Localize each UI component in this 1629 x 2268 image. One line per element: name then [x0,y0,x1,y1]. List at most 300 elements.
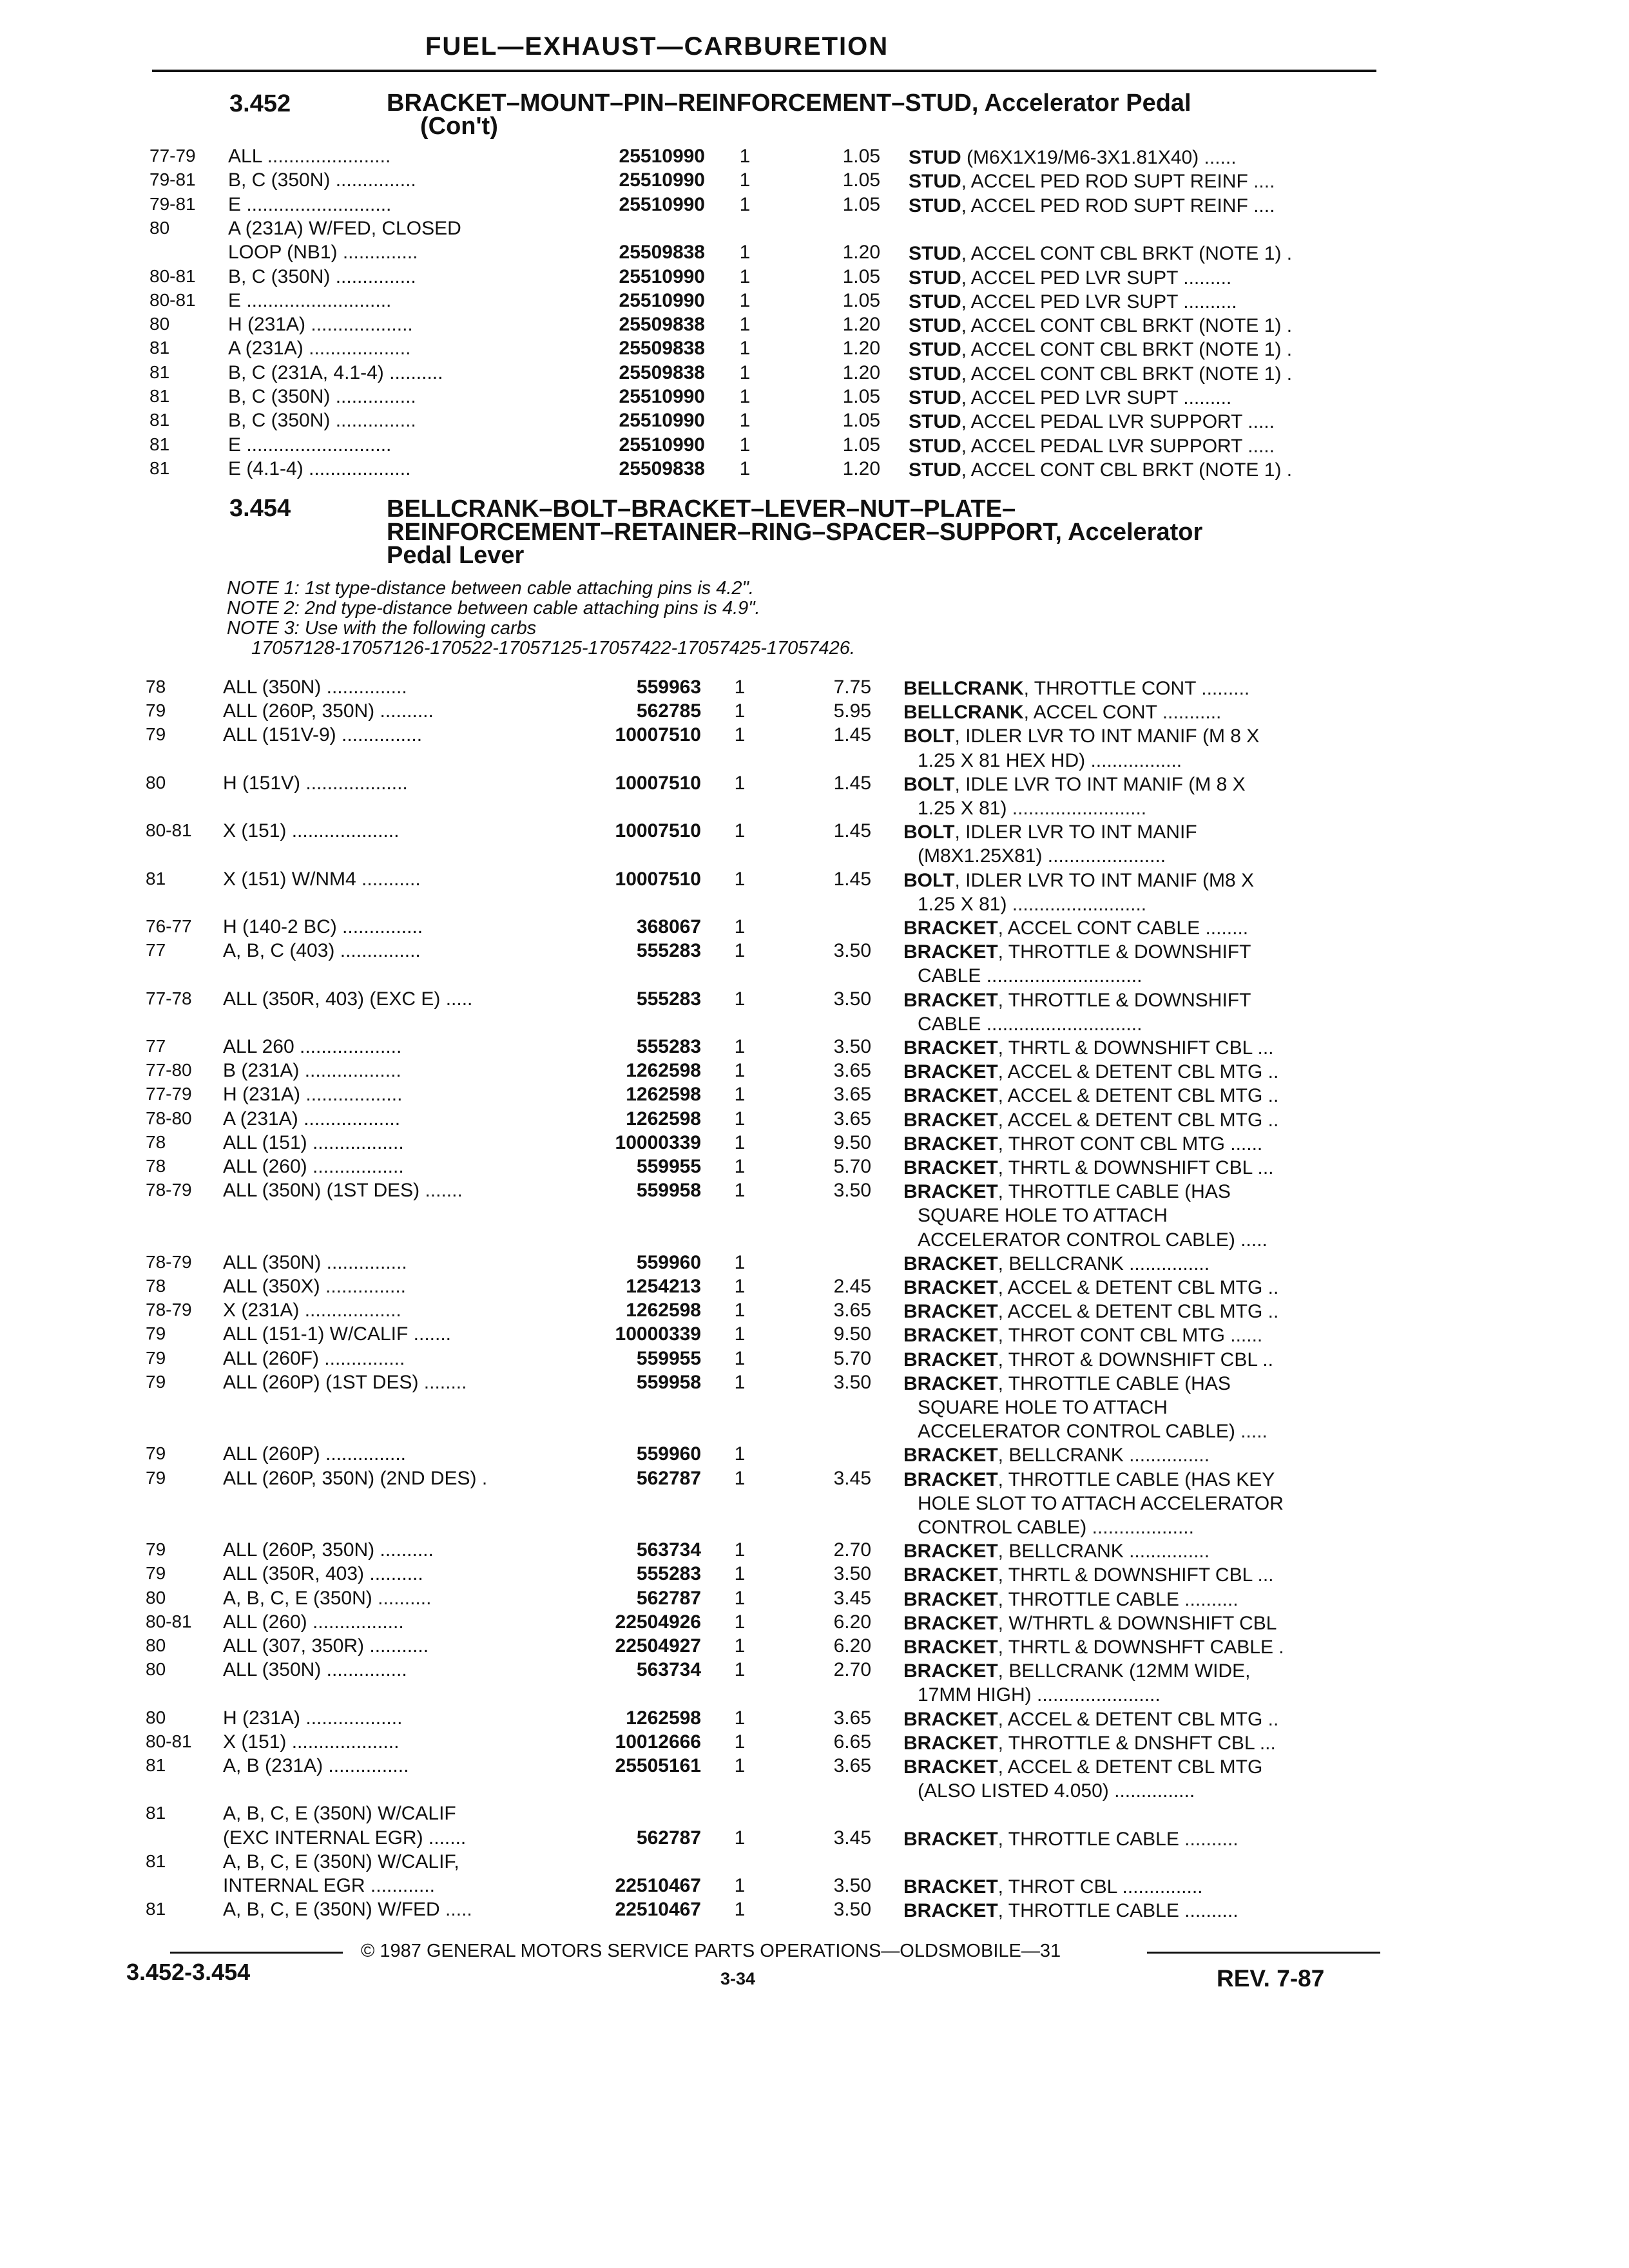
description [903,700,1379,724]
application: B, C (350N) ............... [228,265,416,287]
page-header: FUEL—EXHAUST—CARBURETION [425,32,889,61]
description-line: STUD, ACCEL CONT CBL BRKT (NOTE 1) . [909,339,1293,361]
price: 9.50 [833,1131,871,1153]
description-line: BRACKET, THROT & DOWNSHIFT CBL .. [903,1349,1273,1370]
description-line: STUD, ACCEL PEDAL LVR SUPPORT ..... [909,435,1275,457]
application: ALL (260) ................. [223,1156,404,1177]
application: A, B, C, E (350N) .......... [223,1587,432,1609]
description-line: BOLT, IDLER LVR TO INT MANIF (M8 X [903,869,1254,891]
application: E ........................... [228,193,392,215]
part-number: 562785 [636,700,701,722]
model-year: 81 [146,1803,166,1823]
model-year: 77 [146,940,166,961]
price: 3.45 [833,1587,871,1609]
price: 1.20 [842,457,880,479]
description [909,386,1379,410]
note-line: NOTE 3: Use with the following carbs [227,618,537,639]
application: ALL (151) ................. [223,1131,404,1153]
part-row [0,458,1629,482]
price: 1.20 [842,361,880,383]
price: 2.70 [833,1659,871,1681]
section-2-title [387,497,1392,567]
part-row [0,1731,1629,1755]
part-row [0,724,1629,771]
description-line: CABLE ............................. [918,1013,1142,1035]
part-number: 555283 [636,988,701,1010]
application: ALL (151V-9) ............... [223,724,423,746]
description-line: BRACKET, ACCEL & DETENT CBL MTG .. [903,1085,1279,1107]
price: 1.20 [842,314,880,336]
application: A, B (231A) ............... [223,1755,409,1776]
footer-section-range: 3.452-3.454 [126,1959,251,1985]
model-year: 79 [146,1443,166,1464]
model-year: 79-81 [149,193,196,214]
part-number: 10007510 [615,868,701,890]
part-number: 25509838 [619,314,705,336]
quantity: 1 [739,386,751,407]
section-2-title-line: Pedal Lever [387,542,525,569]
part-number: 559960 [636,1251,701,1273]
model-year: 81 [149,361,170,382]
model-year: 81 [149,410,170,430]
description-line: BRACKET, ACCEL & DETENT CBL MTG [903,1756,1263,1778]
model-year: 77 [146,1036,166,1056]
price: 2.70 [833,1539,871,1561]
application: ALL (350X) ............... [223,1276,407,1297]
price: 1.05 [842,289,880,311]
application: H (140-2 BC) ............... [223,916,423,937]
part-row [0,1371,1629,1443]
description [909,338,1379,361]
note-line: 17057128-17057126-170522-17057125-17057422-17057425-17057426. [251,638,855,658]
price: 3.50 [833,1371,871,1393]
quantity: 1 [739,361,751,383]
part-row [0,1659,1629,1706]
price: 5.95 [833,700,871,722]
application: B (231A) .................. [223,1060,401,1082]
price: 1.20 [842,242,880,264]
quantity: 1 [734,1587,746,1609]
quantity: 1 [739,193,751,215]
description [903,1827,1379,1851]
footer-copyright: © 1987 GENERAL MOTORS SERVICE PARTS OPERATIONS—OLDSMOBILE—31 [361,1941,1061,1961]
quantity: 1 [734,772,746,794]
description-line: ACCELERATOR CONTROL CABLE) ..... [918,1229,1268,1251]
description [903,1323,1379,1347]
part-row [0,1539,1629,1563]
quantity: 1 [734,1108,746,1129]
section-1-title [387,91,1392,138]
description-line: SQUARE HOLE TO ATTACH [918,1205,1168,1227]
application: ALL (260P) (1ST DES) ........ [223,1371,467,1393]
description [903,1060,1379,1084]
part-row [0,1180,1629,1251]
part-row [0,1875,1629,1899]
quantity: 1 [739,265,751,287]
model-year: 80 [146,1707,166,1727]
price: 3.65 [833,1707,871,1729]
description-line: BRACKET, ACCEL & DETENT CBL MTG .. [903,1277,1279,1298]
model-year: 80-81 [146,820,192,841]
part-number: 1262598 [626,1060,701,1082]
description [903,1755,1379,1803]
part-number: 25510990 [619,265,705,287]
description-line: (M8X1.25X81) ...................... [918,845,1166,867]
application: ALL 260 ................... [223,1036,402,1057]
model-year: 78 [146,1131,166,1152]
description-line: BOLT, IDLE LVR TO INT MANIF (M 8 X [903,773,1246,795]
part-row [0,772,1629,819]
quantity: 1 [734,1443,746,1465]
note-line: NOTE 2: 2nd type-distance between cable attaching pins is 4.9". [227,598,760,619]
price: 1.45 [833,868,871,890]
part-row [0,677,1629,700]
part-row [0,1252,1629,1276]
description-line: BRACKET, W/THRTL & DOWNSHIFT CBL [903,1612,1277,1634]
price: 3.50 [833,1875,871,1896]
description-line: BRACKET, ACCEL & DETENT CBL MTG .. [903,1061,1279,1083]
price: 3.65 [833,1300,871,1321]
quantity: 1 [734,1156,746,1177]
description-line: 1.25 X 81) ......................... [918,893,1147,915]
part-row [0,1276,1629,1300]
price: 3.50 [833,988,871,1010]
description-line: ACCELERATOR CONTROL CABLE) ..... [918,1421,1268,1443]
part-row [0,1803,1629,1827]
part-row [0,988,1629,1035]
description-line: HOLE SLOT TO ATTACH ACCELERATOR [918,1492,1284,1514]
model-year: 78-79 [146,1300,192,1320]
model-year: 78-80 [146,1108,192,1128]
quantity: 1 [739,338,751,360]
application: (EXC INTERNAL EGR) ....... [223,1827,467,1849]
model-year: 78-79 [146,1180,192,1200]
description [909,194,1379,218]
footer-revision: REV. 7-87 [1217,1965,1325,1992]
application: E ........................... [228,289,392,311]
description [903,773,1379,820]
part-number: 562787 [636,1587,701,1609]
part-row [0,1300,1629,1323]
application: INTERNAL EGR ............ [223,1875,435,1896]
description-line: BOLT, IDLER LVR TO INT MANIF (M 8 X [903,726,1260,747]
description [903,1180,1379,1252]
part-row [0,1323,1629,1347]
quantity: 1 [739,289,751,311]
price: 6.20 [833,1611,871,1633]
model-year: 80-81 [149,289,196,310]
part-row [0,1084,1629,1108]
part-row [0,314,1629,338]
description [903,820,1379,868]
footer-rule-left [170,1952,343,1954]
description-line: BELLCRANK, THROTTLE CONT ......... [903,678,1250,699]
price: 1.05 [842,169,880,191]
description-line: BRACKET, ACCEL CONT CABLE ........ [903,918,1249,939]
quantity: 1 [734,1563,746,1585]
part-number: 22504926 [615,1611,701,1633]
part-number: 555283 [636,1563,701,1585]
description-line: 1.25 X 81 HEX HD) ................. [918,749,1182,771]
application: A (231A) .................. [223,1108,401,1129]
part-row [0,1827,1629,1851]
description [903,869,1379,916]
part-row [0,1899,1629,1923]
price: 1.05 [842,410,880,432]
part-row [0,1060,1629,1084]
description-line: CABLE ............................. [918,965,1142,987]
part-number: 10012666 [615,1731,701,1753]
description [903,1276,1379,1300]
description [903,1252,1379,1276]
application: ALL (260) ................. [223,1611,404,1633]
application: X (151) .................... [223,820,400,842]
part-number: 1262598 [626,1707,701,1729]
part-row [0,868,1629,915]
part-row [0,362,1629,386]
description-line: BRACKET, THROTTLE CABLE (HAS [903,1372,1231,1394]
model-year: 81 [146,1899,166,1919]
model-year: 80-81 [149,265,196,286]
description [903,1611,1379,1635]
description [903,1084,1379,1108]
part-row [0,940,1629,987]
part-row [0,146,1629,169]
quantity: 1 [734,1084,746,1106]
price: 3.65 [833,1108,871,1129]
description [903,677,1379,700]
section-2-notes [227,579,855,658]
description-line: (ALSO LISTED 4.050) ............... [918,1780,1195,1802]
description [903,1875,1379,1899]
part-row [0,700,1629,724]
quantity: 1 [734,988,746,1010]
part-row [0,218,1629,242]
footer-page-number: 3-34 [720,1969,756,1988]
price: 1.05 [842,193,880,215]
description-line: STUD, ACCEL CONT CBL BRKT (NOTE 1) . [909,243,1293,265]
quantity: 1 [734,916,746,937]
description [909,314,1379,338]
application: B, C (231A, 4.1-4) .......... [228,361,443,383]
quantity: 1 [734,1276,746,1297]
part-number: 559958 [636,1371,701,1393]
description-line: STUD, ACCEL PED ROD SUPT REINF .... [909,195,1275,216]
quantity: 1 [739,434,751,456]
description-line: BRACKET, THROT CBL ............... [903,1876,1203,1898]
application: X (151) W/NM4 ........... [223,868,421,890]
application: H (231A) ................... [228,314,413,336]
part-number: 25509838 [619,457,705,479]
model-year: 78 [146,677,166,697]
application: ALL (350N) ............... [223,677,407,698]
price: 1.45 [833,772,871,794]
description-line: BRACKET, THRTL & DOWNSHIFT CBL ... [903,1037,1274,1059]
section-1-number: 3.452 [229,90,291,117]
description-line: BRACKET, ACCEL & DETENT CBL MTG .. [903,1109,1279,1131]
price: 1.05 [842,434,880,456]
quantity: 1 [734,1347,746,1369]
price: 3.65 [833,1755,871,1776]
description-line: STUD, ACCEL CONT CBL BRKT (NOTE 1) . [909,363,1293,385]
part-number: 10000339 [615,1323,701,1345]
part-number: 559955 [636,1156,701,1177]
part-row [0,1563,1629,1587]
description-line: BRACKET, ACCEL & DETENT CBL MTG .. [903,1708,1279,1730]
model-year: 80 [146,1635,166,1655]
application: H (231A) .................. [223,1084,403,1106]
model-year: 79 [146,1347,166,1368]
description-line: BRACKET, THROT CONT CBL MTG ...... [903,1133,1263,1155]
price: 3.50 [833,1899,871,1921]
model-year: 80-81 [146,1731,192,1751]
part-number: 25509838 [619,361,705,383]
description [903,1635,1379,1659]
quantity: 1 [734,868,746,890]
part-row [0,1467,1629,1538]
quantity: 1 [734,1611,746,1633]
part-number: 555283 [636,940,701,962]
model-year: 81 [146,1850,166,1871]
description-line: BRACKET, THROTTLE CABLE .......... [903,1828,1239,1850]
application: A (231A) ................... [228,338,411,360]
description [909,242,1379,265]
part-number: 1254213 [626,1276,701,1297]
description-line: BRACKET, THROTTLE CABLE (HAS KEY [903,1468,1275,1490]
part-number: 368067 [636,916,701,937]
model-year: 78 [146,1276,166,1296]
price: 1.05 [842,386,880,407]
description [909,266,1379,290]
model-year: 77-79 [146,1084,192,1104]
description [903,1707,1379,1731]
part-row [0,434,1629,458]
part-row [0,338,1629,361]
quantity: 1 [739,457,751,479]
application: A, B, C, E (350N) W/FED ..... [223,1899,472,1921]
model-year: 79 [146,1467,166,1488]
application: A, B, C, E (350N) W/CALIF, [223,1850,459,1872]
description [909,434,1379,458]
part-number: 25510990 [619,434,705,456]
price: 3.50 [833,1180,871,1202]
application: ALL (350R, 403) (EXC E) ..... [223,988,473,1010]
description-line: 17MM HIGH) ....................... [918,1684,1161,1706]
description [903,1036,1379,1060]
part-number: 10007510 [615,772,701,794]
application: ALL (307, 350R) ........... [223,1635,429,1657]
application: LOOP (NB1) .............. [228,242,418,264]
quantity: 1 [734,1659,746,1681]
model-year: 78-79 [146,1251,192,1272]
quantity: 1 [734,1539,746,1561]
part-row [0,169,1629,193]
quantity: 1 [734,724,746,746]
description [909,410,1379,434]
description-line: BELLCRANK, ACCEL CONT ........... [903,702,1222,724]
quantity: 1 [734,1899,746,1921]
part-number: 563734 [636,1539,701,1561]
price: 3.45 [833,1467,871,1489]
application: A (231A) W/FED, CLOSED [228,217,461,239]
model-year: 81 [146,868,166,889]
description [909,362,1379,386]
application: H (231A) .................. [223,1707,403,1729]
part-number: 555283 [636,1036,701,1057]
price: 3.50 [833,940,871,962]
part-number: 1262598 [626,1108,701,1129]
description-line: STUD, ACCEL PED LVR SUPT .......... [909,291,1237,312]
description [909,290,1379,314]
application: X (231A) .................. [223,1300,401,1321]
quantity: 1 [734,820,746,842]
description [903,1132,1379,1156]
part-number: 22510467 [615,1899,701,1921]
model-year: 79-81 [149,169,196,190]
model-year: 79 [146,1563,166,1584]
description-line: BRACKET, THRTL & DOWNSHFT CABLE . [903,1637,1284,1658]
model-year: 80 [149,314,170,334]
application: ALL (260P, 350N) .......... [223,700,434,722]
part-row [0,1707,1629,1731]
application: ALL (151-1) W/CALIF ....... [223,1323,451,1345]
model-year: 81 [149,386,170,406]
model-year: 77-79 [149,146,196,166]
price: 1.45 [833,724,871,746]
description-line: CONTROL CABLE) ................... [918,1517,1194,1538]
quantity: 1 [734,700,746,722]
quantity: 1 [734,1131,746,1153]
part-number: 25510990 [619,146,705,167]
description-line: STUD, ACCEL PED LVR SUPT ......... [909,387,1232,408]
quantity: 1 [739,169,751,191]
description-line: SQUARE HOLE TO ATTACH [918,1397,1168,1418]
part-number: 562787 [636,1467,701,1489]
part-number: 25510990 [619,193,705,215]
description-line: BRACKET, THROTTLE CABLE (HAS [903,1181,1231,1203]
part-row [0,266,1629,290]
part-row [0,194,1629,218]
description-line: BRACKET, THRTL & DOWNSHIFT CBL ... [903,1564,1274,1586]
part-number: 25510990 [619,289,705,311]
part-number: 559955 [636,1347,701,1369]
application: ALL (350R, 403) .......... [223,1563,423,1585]
description [903,1443,1379,1467]
description-line: BRACKET, BELLCRANK ............... [903,1445,1210,1466]
model-year: 79 [146,1539,166,1560]
model-year: 79 [146,1371,166,1392]
part-row [0,916,1629,940]
price: 3.45 [833,1827,871,1849]
quantity: 1 [734,1323,746,1345]
model-year: 79 [146,724,166,745]
quantity: 1 [739,410,751,432]
part-row [0,290,1629,314]
description-line: 1.25 X 81) ......................... [918,798,1147,819]
quantity: 1 [734,1180,746,1202]
application: H (151V) ................... [223,772,408,794]
model-year: 80 [146,1587,166,1608]
application: ALL ....................... [228,146,391,167]
quantity: 1 [734,1755,746,1776]
description-line: STUD, ACCEL PEDAL LVR SUPPORT ..... [909,411,1275,433]
description-line: BRACKET, THROTTLE & DOWNSHIFT [903,941,1251,963]
description-line: STUD (M6X1X19/M6-3X1.81X40) ...... [909,147,1237,168]
quantity: 1 [734,1036,746,1057]
price: 6.20 [833,1635,871,1657]
quantity: 1 [734,1467,746,1489]
quantity: 1 [734,1251,746,1273]
